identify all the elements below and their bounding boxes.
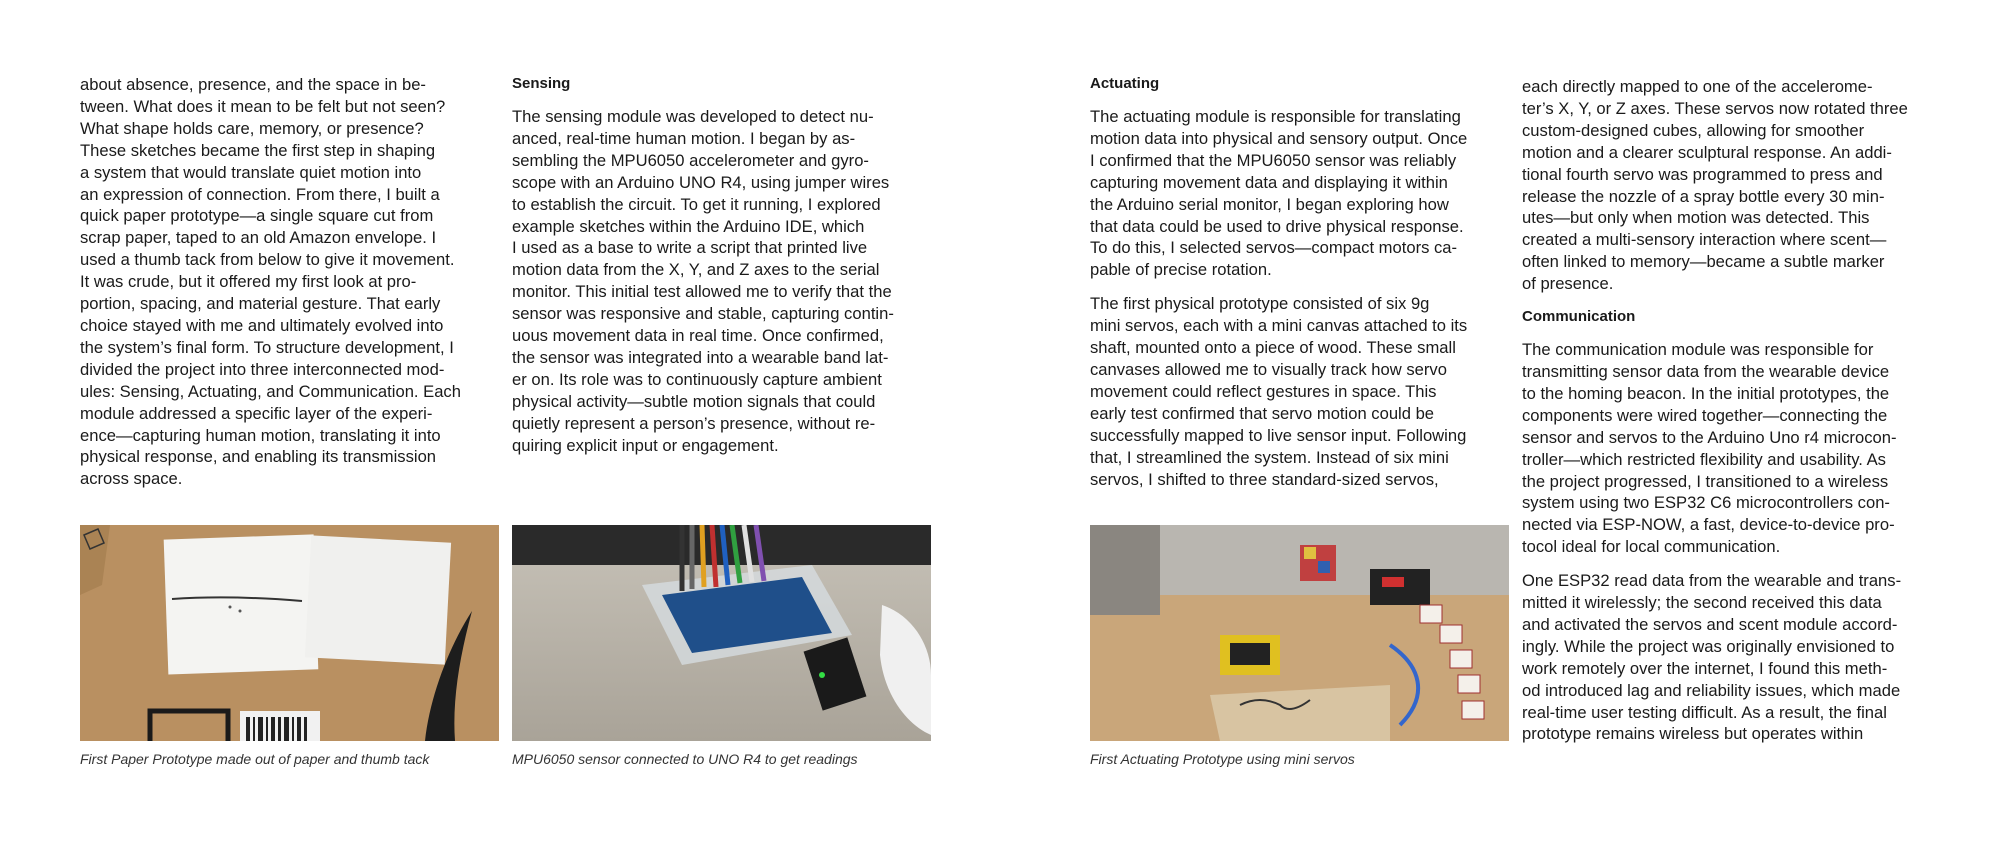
actuating-paragraph-2: The first physical prototype consisted of six 9g mini servos, each with a mini canvas attached to its shaft, mounted onto a piece of wood. These small canvases allowed me to visually track how servo movement could reflect gestures in space. This early test confirmed that servo motion could be successfully mapped to live sensor input. Following that, I streamlined the system. Instead of six mini servos, I shifted to three standard-sized servos, (1090, 294, 1468, 489)
figure-caption-1: First Paper Prototype made out of paper and thumb tack (80, 751, 430, 767)
actuating-heading: Actuating (1090, 75, 1160, 92)
actuating-paragraph-1: The actuating module is responsible for translating motion data into physical and sensory output. Once I confirmed that the MPU6050 sensor was reliably capturing movement data and displaying it within the Arduino serial monitor, I began exploring how that data could be used to drive physical response. To do this, I selected servos—compact motors ca- pable of precise rotation. (1090, 107, 1468, 280)
column-3 (1090, 74, 1508, 490)
sensing-heading: Sensing (512, 75, 571, 92)
column-1 (80, 74, 498, 490)
column-4 (1522, 76, 1940, 745)
communication-heading: Communication (1522, 308, 1636, 326)
communication-paragraph-2: One ESP32 read data from the wearable and trans- mitted it wirelessly; the second received this data and activated the servos and scent module accord- ingly. While the project was originally envisioned to work remotely over the internet, I found this meth- od introduced lag and reliability issues, which made real-time user testing difficult. As a result, the final prototype remains wireless but operates within (1522, 571, 1902, 744)
communication-paragraph-1: The communication module was responsible for transmitting sensor data from the wearable device to the homing beacon. In the initial prototypes, the components were wired together—connecting the sensor and servos to the Arduino Uno r4 microcon- troller—which restricted flexibility and usability. As the project progressed, I transitioned to a wireless system using two ESP32 C6 microcontrollers con- nected via ESP-NOW, a fast, device-to-device pro- tocol ideal for local communication. (1522, 340, 1897, 557)
sensor-arduino-photo (512, 525, 931, 741)
paper-prototype-photo (80, 525, 499, 741)
figure-caption-2: MPU6050 sensor connected to UNO R4 to get readings (512, 751, 858, 767)
figure-caption-3: First Actuating Prototype using mini servos (1090, 751, 1355, 767)
sensing-paragraph: The sensing module was developed to detect nu- anced, real-time human motion. I began by as- sembling the MPU6050 accelerometer and gyro- scope with an Arduino UNO R4, using jumper wires to establish the circuit. To get it running, I explored example sketches within the Arduino IDE, which I used as a base to write a script that printed live motion data from the X, Y, and Z axes to the serial monitor. This initial test allowed me to verify that the sensor was responsive and stable, capturing contin- uous movement data in real time. Once confirmed, the sensor was integrated into a wearable band lat- er on. Its role was to continuously capture ambient physical activity—subtle motion signals that could quietly represent a person’s presence, without re- quiring explicit input or engagement. (512, 107, 894, 455)
intro-paragraph: about absence, presence, and the space in be- tween. What does it mean to be felt but not seen? What shape holds care, memory, or presence? These sketches became the first step in shaping a system that would translate quiet motion into an expression of connection. From there, I built a quick paper prototype—a single square cut from scrap paper, taped to an old Amazon envelope. I used a thumb tack from below to give it movement. It was crude, but it offered my first look at pro- portion, spacing, and material gesture. That early choice stayed with me and ultimately evolved into the system’s final form. To structure development, I divided the project into three interconnected mod- ules: Sensing, Actuating, and Communication. Each module addressed a specific layer of the experi- ence—capturing human motion, translating it into physical response, and enabling its transmission across space. (80, 75, 461, 489)
actuating-prototype-photo (1090, 525, 1509, 741)
actuating-paragraph-3: each directly mapped to one of the accelerome- ter’s X, Y, or Z axes. These servos now rotated three custom-designed cubes, allowing for smoother motion and a clearer sculptural response. An addi- tional fourth servo was programmed to press and release the nozzle of a spray bottle every 30 min- utes—but only when motion was detected. This created a multi-sensory interaction where scent— often linked to memory—became a subtle marker of presence. (1522, 77, 1908, 294)
column-2 (512, 74, 930, 457)
